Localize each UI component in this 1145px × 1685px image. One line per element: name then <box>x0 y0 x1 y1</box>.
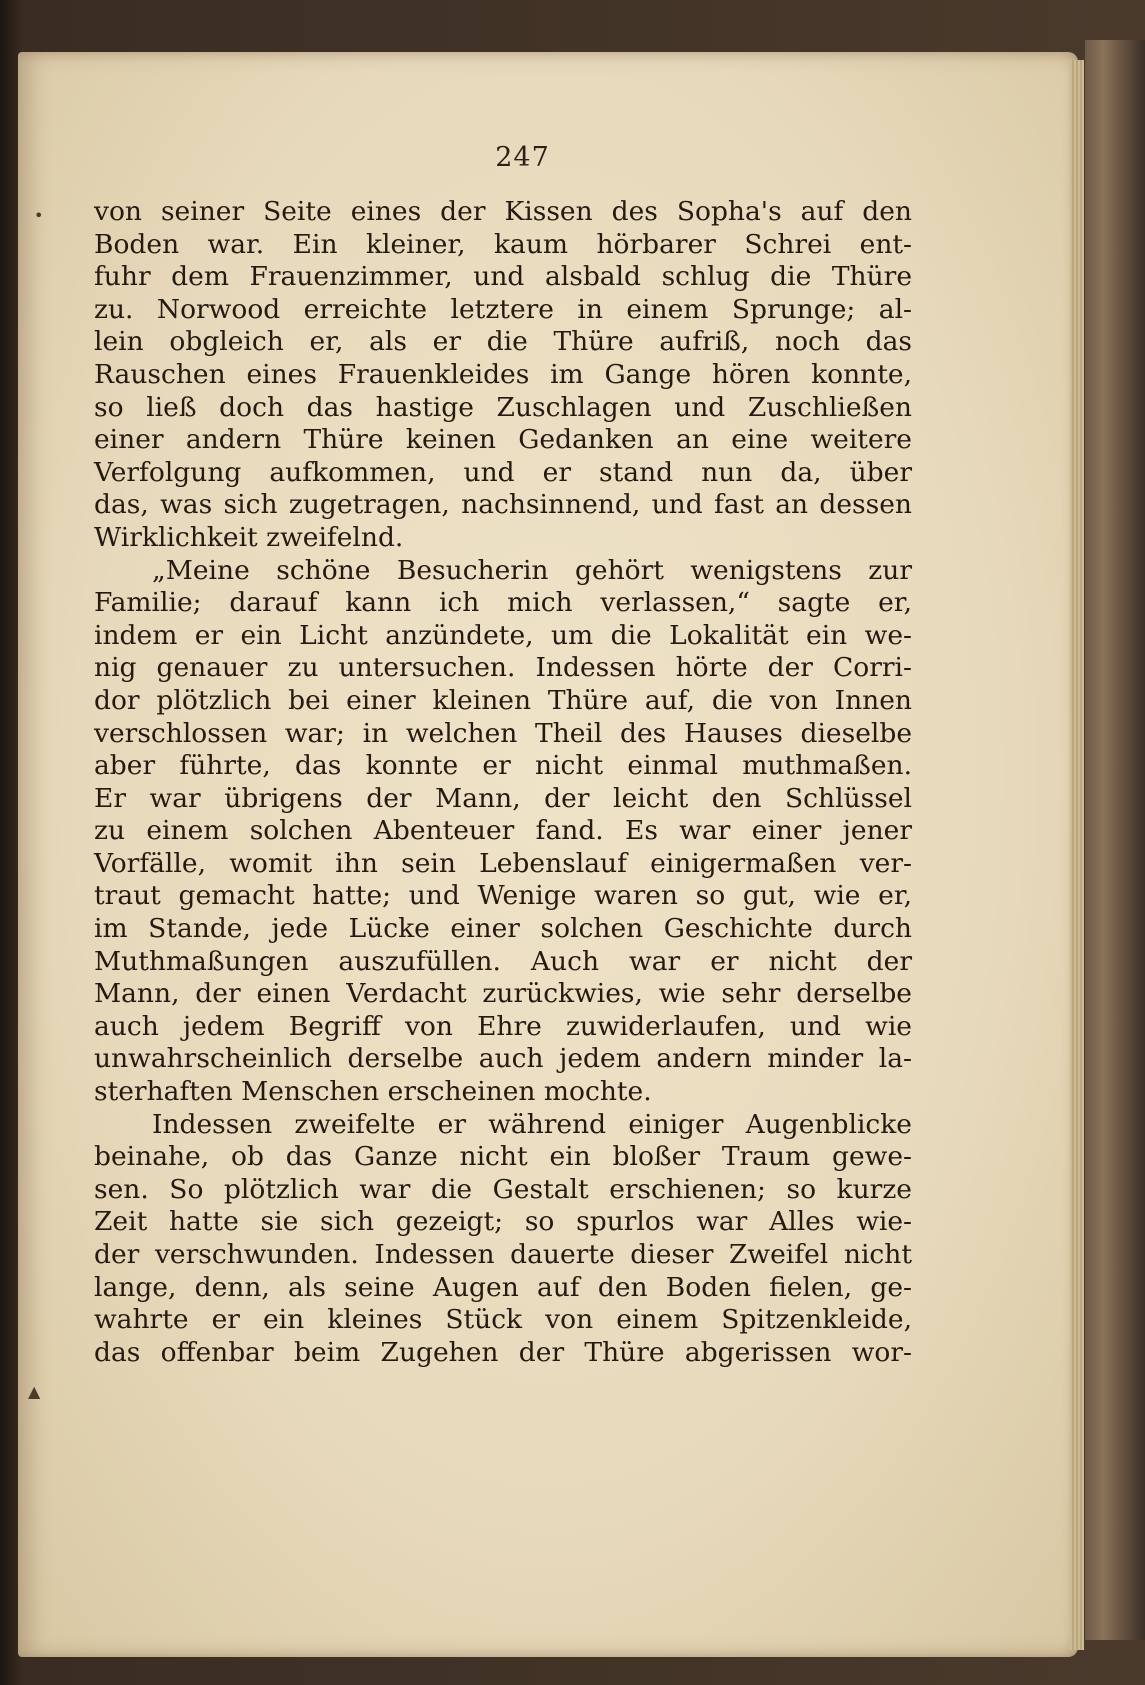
text-line: Mann, der einen Verdacht zurückwies, wie sehr derselbe <box>94 978 912 1010</box>
text-line: Zeit hatte sie sich gezeigt; so spurlos war Alles wie- <box>94 1206 912 1238</box>
text-line: lange, denn, als seine Augen auf den Boden fielen, ge- <box>94 1271 912 1303</box>
text-line: zu. Norwood erreichte letztere in einem Sprunge; al- <box>94 293 912 325</box>
text-line: von seiner Seite eines der Kissen des Sopha's auf den <box>94 196 912 227</box>
text-line: fuhr dem Frauenzimmer, und alsbald schlug die Thüre <box>94 261 912 293</box>
text-line: nig genauer zu untersuchen. Indessen hörte der Corri- <box>94 652 912 684</box>
text-line: Boden war. Ein kleiner, kaum hörbarer Schrei ent- <box>94 228 912 260</box>
text-line: Verfolgung aufkommen, und er stand nun da, über <box>94 456 912 488</box>
text-line: dor plötzlich bei einer kleinen Thüre auf, die von Innen <box>94 684 912 716</box>
page-number: 247 <box>495 142 550 173</box>
text-line: so ließ doch das hastige Zuschlagen und Zuschließen <box>94 391 912 423</box>
text-line: aber führte, das konnte er nicht einmal muthmaßen. <box>94 750 912 782</box>
text-line: zu einem solchen Abenteuer fand. Es war einer jener <box>94 815 912 847</box>
text-line: Muthmaßungen auszufüllen. Auch war er nicht der <box>94 945 912 977</box>
text-line: das, was sich zugetragen, nachsinnend, und fast an dessen <box>94 489 912 521</box>
text-line: lein obgleich er, als er die Thüre aufriß, noch das <box>94 326 912 358</box>
body-text <box>94 196 912 1369</box>
text-line: sterhaften Menschen erscheinen mochte. <box>94 1076 652 1108</box>
text-line: Familie; darauf kann ich mich verlassen,“ sagte er, <box>94 587 912 619</box>
text-line: Indessen zweifelte er während einiger Augenblicke <box>152 1108 912 1140</box>
text-line: im Stande, jede Lücke einer solchen Geschichte durch <box>94 913 912 945</box>
text-line: Rauschen eines Frauenkleides im Gange hören konnte, <box>94 358 912 390</box>
margin-dot: • <box>34 206 44 225</box>
text-line: sen. So plötzlich war die Gestalt erschienen; so kurze <box>94 1173 912 1205</box>
book-cover-edge <box>1085 40 1145 1640</box>
text-line: das offenbar beim Zugehen der Thüre abgerissen wor- <box>94 1336 912 1368</box>
text-line: traut gemacht hatte; und Wenige waren so gut, wie er, <box>94 880 912 912</box>
text-line: Er war übrigens der Mann, der leicht den Schlüssel <box>94 782 912 814</box>
text-line: Wirklichkeit zweifelnd. <box>94 521 404 553</box>
text-line: auch jedem Begriff von Ehre zuwiderlaufen, und wie <box>94 1010 912 1042</box>
text-line: verschlossen war; in welchen Theil des Hauses dieselbe <box>94 717 912 749</box>
text-line: „Meine schöne Besucherin gehört wenigstens zur <box>152 554 912 586</box>
text-line: indem er ein Licht anzündete, um die Lokalität ein we- <box>94 619 912 651</box>
text-line: Vorfälle, womit ihn sein Lebenslauf einigermaßen ver- <box>94 847 912 879</box>
page-stack-edge <box>1070 60 1084 1650</box>
margin-arrow: ▲ <box>28 1382 41 1401</box>
text-line: unwahrscheinlich derselbe auch jedem andern minder la- <box>94 1043 912 1075</box>
text-line: beinahe, ob das Ganze nicht ein bloßer Traum gewe- <box>94 1141 912 1173</box>
text-line: einer andern Thüre keinen Gedanken an eine weitere <box>94 424 912 456</box>
text-line: der verschwunden. Indessen dauerte dieser Zweifel nicht <box>94 1239 912 1270</box>
text-line: wahrte er ein kleines Stück von einem Spitzenkleide, <box>94 1304 912 1336</box>
